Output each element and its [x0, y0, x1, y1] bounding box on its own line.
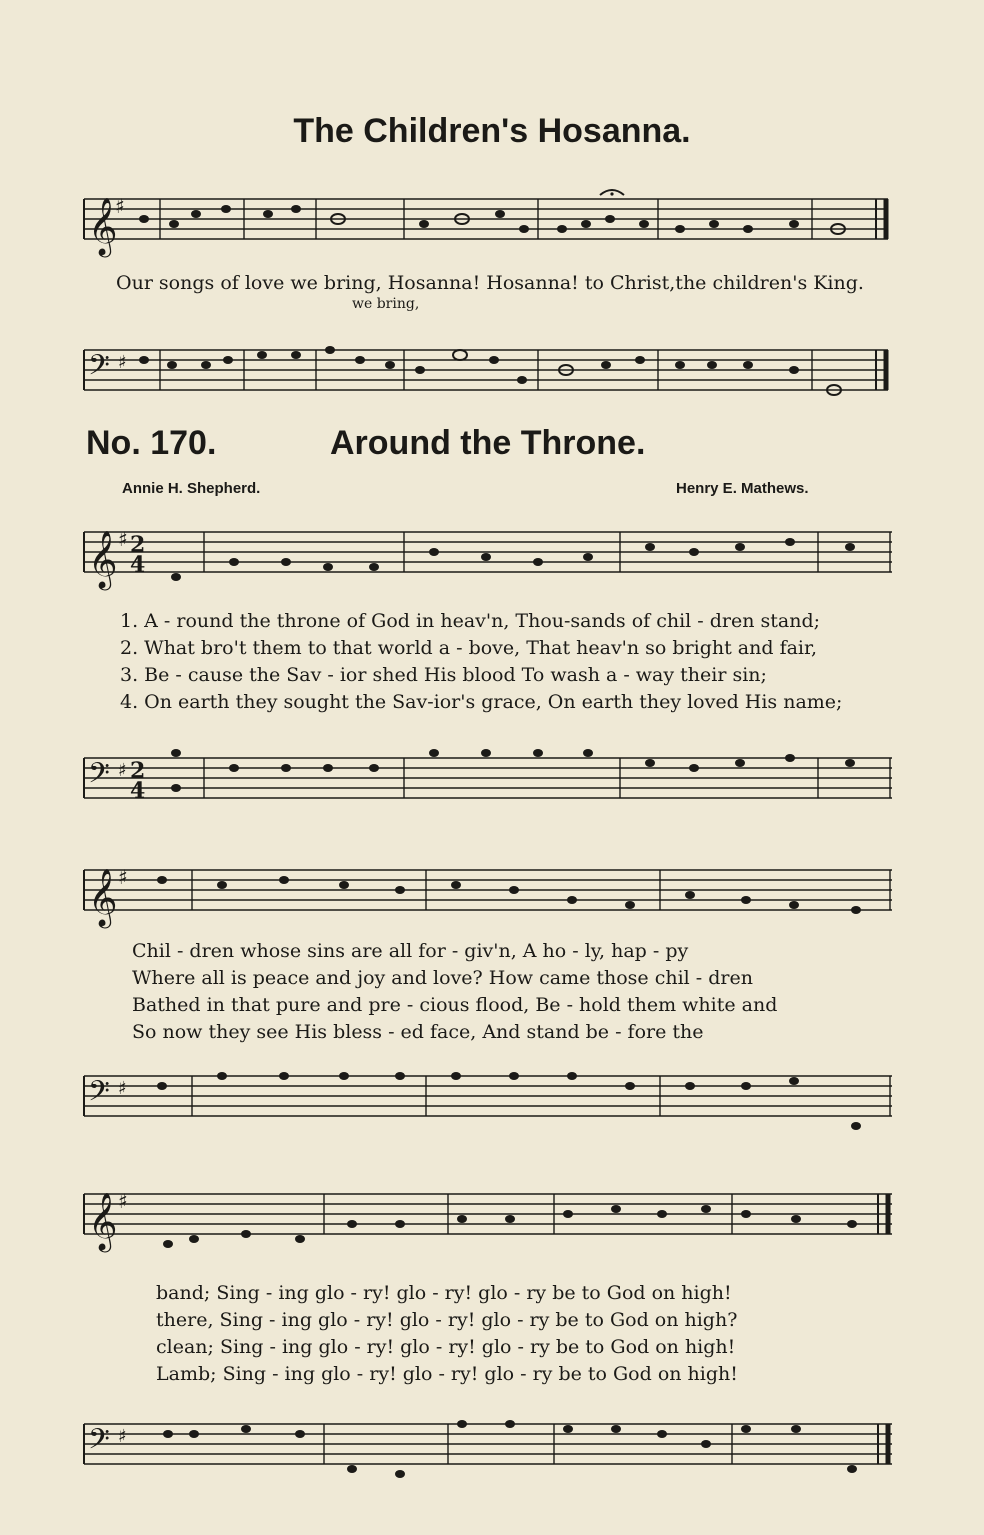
- svg-text:♯: ♯: [118, 1426, 127, 1447]
- svg-text:♯: ♯: [115, 194, 125, 218]
- verse-4-line-3: Lamb; Sing - ing glo - ry! glo - ry! glo - ry be to God on high!: [156, 1363, 738, 1385]
- svg-text:♯: ♯: [118, 527, 128, 551]
- svg-text:♯: ♯: [118, 865, 128, 889]
- svg-text:𝄢: 𝄢: [88, 349, 110, 389]
- bass-staff-system-3: [0, 1400, 984, 1500]
- verse-3-line-2: Bathed in that pure and pre - cious flood, Be - hold them white and: [132, 994, 778, 1016]
- svg-text:𝄞: 𝄞: [88, 868, 118, 926]
- treble-staff-hosanna: [0, 185, 984, 260]
- treble-staff-system-1: [0, 510, 984, 600]
- svg-text:♯: ♯: [118, 760, 127, 781]
- hymn-title-childrens-hosanna: The Children's Hosanna.: [293, 112, 691, 150]
- verse-4-line-1: 4. On earth they sought the Sav-ior's grace, On earth they loved His name;: [120, 691, 843, 713]
- verse-3-line-3: clean; Sing - ing glo - ry! glo - ry! glo - ry be to God on high!: [156, 1336, 736, 1358]
- verse-2-line-1: 2. What bro't them to that world a - bove, That heav'n so bright and fair,: [120, 637, 818, 659]
- svg-text:2: 2: [130, 758, 146, 784]
- svg-text:♯: ♯: [118, 1078, 127, 1099]
- svg-text:2: 2: [130, 532, 146, 558]
- svg-text:𝄢: 𝄢: [88, 1075, 110, 1115]
- verse-1-line-3: band; Sing - ing glo - ry! glo - ry! glo - ry be to God on high!: [156, 1282, 732, 1304]
- svg-text:𝄞: 𝄞: [88, 1192, 118, 1250]
- svg-text:4: 4: [130, 778, 146, 804]
- svg-text:4: 4: [130, 552, 146, 578]
- verse-1-line-1: 1. A - round the throne of God in heav'n, Thou-sands of chil - dren stand;: [120, 610, 821, 632]
- svg-text:𝄢: 𝄢: [88, 757, 110, 797]
- bass-staff-hosanna: [0, 330, 984, 415]
- verse-4-line-2: So now they see His bless - ed face, And stand be - fore the: [132, 1021, 704, 1043]
- svg-text:♯: ♯: [118, 352, 127, 373]
- composer-credit: Henry E. Mathews.: [676, 480, 809, 497]
- hymn-title-around-the-throne: Around the Throne.: [330, 424, 646, 462]
- lyric-hosanna: Our songs of love we bring, Hosanna! Hosanna! to Christ,the children's King.: [116, 272, 864, 294]
- lyricist-credit: Annie H. Shepherd.: [122, 480, 261, 497]
- bass-staff-system-1: [0, 740, 984, 830]
- lyric-hosanna-bass: we bring,: [352, 296, 420, 312]
- svg-text:♯: ♯: [118, 1189, 128, 1213]
- svg-text:𝄞: 𝄞: [88, 197, 118, 255]
- svg-text:𝄞: 𝄞: [88, 530, 118, 588]
- treble-staff-system-3: [0, 1172, 984, 1262]
- verse-2-line-3: there, Sing - ing glo - ry! glo - ry! glo - ry be to God on high?: [156, 1309, 738, 1331]
- treble-staff-system-2: [0, 848, 984, 938]
- verse-3-line-1: 3. Be - cause the Sav - ior shed His blood To wash a - way their sin;: [120, 664, 767, 686]
- svg-text:𝄢: 𝄢: [88, 1423, 110, 1463]
- bass-staff-system-2: [0, 1062, 984, 1157]
- verse-2-line-2: Where all is peace and joy and love? How came those chil - dren: [132, 967, 753, 989]
- verse-1-line-2: Chil - dren whose sins are all for - giv'n, A ho - ly, hap - py: [132, 940, 689, 962]
- hymn-number: No. 170.: [86, 424, 217, 462]
